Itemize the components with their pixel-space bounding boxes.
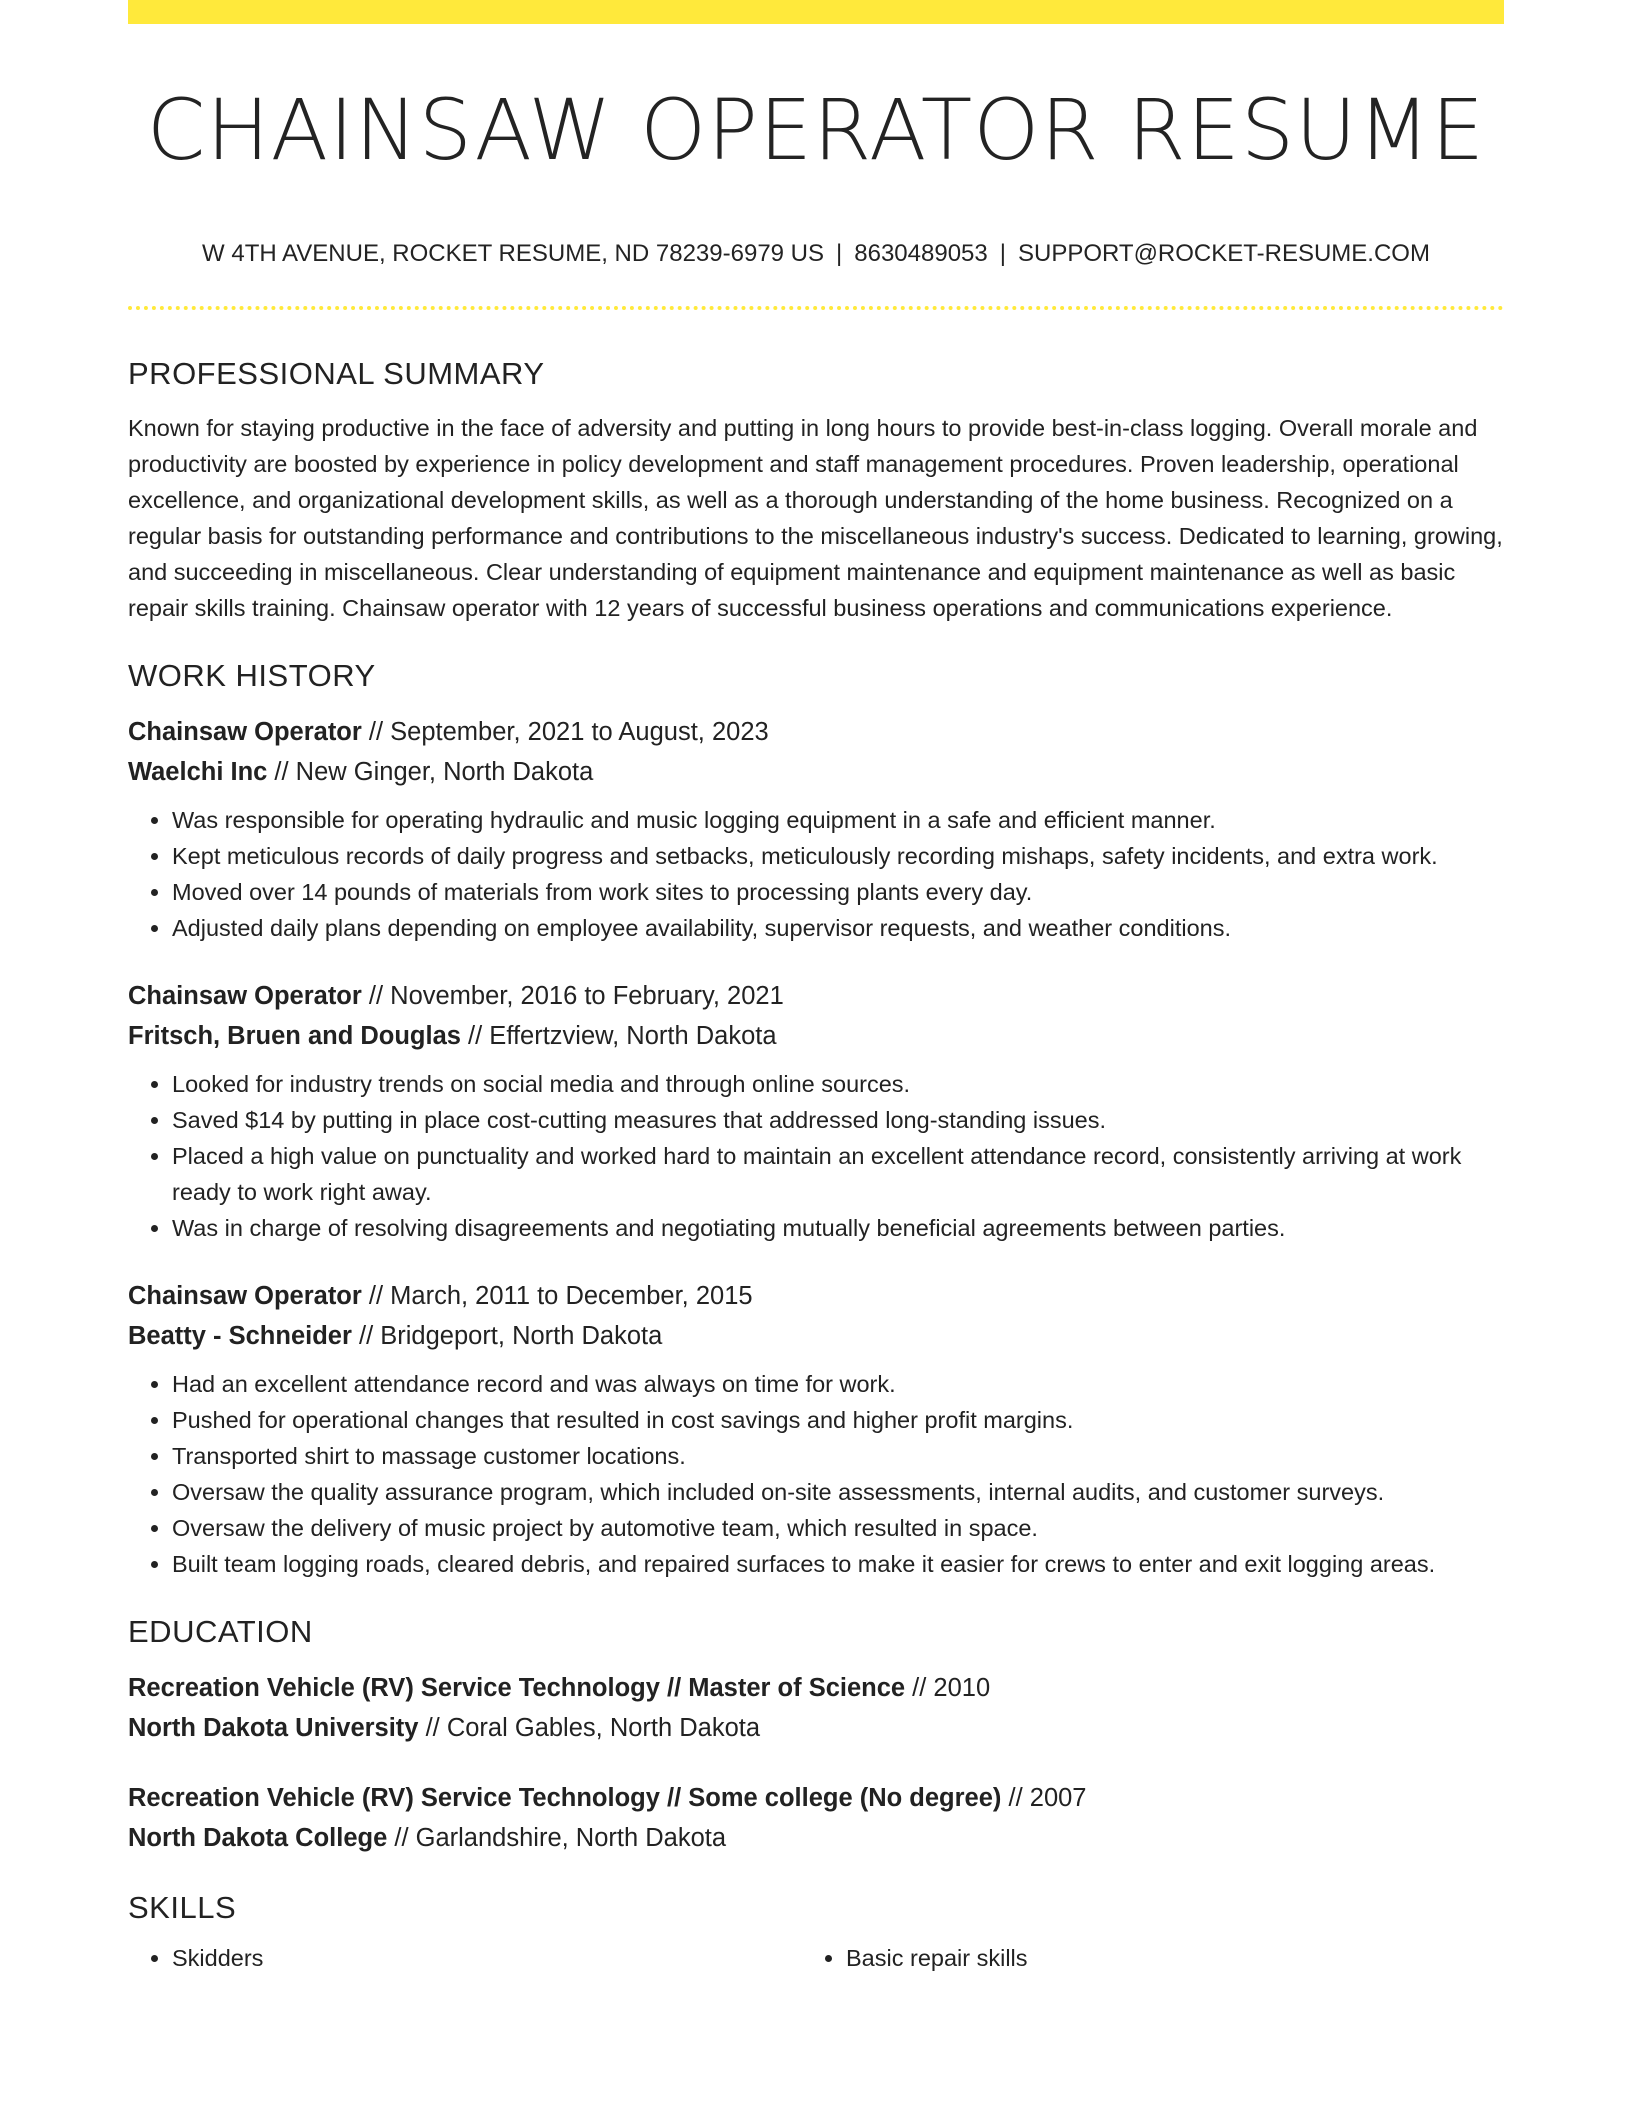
job-location: // Bridgeport, North Dakota: [351, 1322, 663, 1350]
summary-text: Known for staying productive in the face of adversity and putting in long hours to provide best-in-class logging. Overall morale and productivity are boosted by experience in policy development and staff management procedures. Proven leadership, operational excellence, and organizational development skills, as well as a thorough understanding of the home business. Recognized on a regular basis for outstanding performance and contributions to the miscellaneous industry's success. Dedicated to learning, growing, and succeeding in miscellaneous. Clear understanding of equipment maintenance and equipment maintenance as well as basic repair skills training. Chainsaw operator with 12 years of successful business operations and communications experience.: [128, 415, 1503, 621]
contact-address: W 4TH AVENUE, ROCKET RESUME, ND 78239-6979 US: [202, 240, 825, 267]
skills-column-left: [128, 1940, 802, 1976]
job-title-line: [128, 1276, 1504, 1316]
contact-separator: |: [999, 240, 1006, 267]
job-location: // Effertzview, North Dakota: [460, 1022, 777, 1050]
contact-line: [128, 236, 1504, 272]
job-entry: [128, 1276, 1504, 1582]
school-location: // Coral Gables, North Dakota: [418, 1714, 761, 1742]
summary-section: [128, 352, 1504, 626]
education-section: [128, 1610, 1504, 1858]
job-bullet: • Transported shirt to massage customer locations.: [172, 1438, 1504, 1474]
job-bullet: • Oversaw the quality assurance program, which included on-site assessments, internal audits, and customer surveys.: [172, 1474, 1504, 1510]
job-company-line: [128, 752, 1504, 792]
job-bullet: • Was responsible for operating hydraulic and music logging equipment in a safe and efficient manner.: [172, 802, 1504, 838]
education-entry: [128, 1668, 1504, 1748]
degree-line: [128, 1668, 1504, 1708]
degree: Recreation Vehicle (RV) Service Technology // Master of Science: [128, 1674, 906, 1702]
contact-email: SUPPORT@ROCKET-RESUME.COM: [1017, 240, 1430, 267]
graduation-year: // 2007: [1001, 1784, 1087, 1812]
job-title: Chainsaw Operator: [128, 718, 362, 746]
job-bullet: • Adjusted daily plans depending on employee availability, supervisor requests, and weather conditions.: [172, 910, 1504, 946]
job-dates: // September, 2021 to August, 2023: [361, 718, 769, 746]
job-company: Fritsch, Bruen and Douglas: [128, 1022, 461, 1050]
job-bullets: [128, 802, 1504, 946]
degree: Recreation Vehicle (RV) Service Technology // Some college (No degree): [128, 1784, 1002, 1812]
job-bullet: • Had an excellent attendance record and was always on time for work.: [172, 1366, 1504, 1402]
job-title-line: [128, 976, 1504, 1016]
education-heading: EDUCATION: [128, 1614, 313, 1649]
skills-column-right: [802, 1940, 1476, 1976]
skills-heading: SKILLS: [128, 1890, 237, 1925]
resume-body: [128, 352, 1504, 1976]
job-bullet: • Placed a high value on punctuality and worked hard to maintain an excellent attendance record, consistently arriving at work ready to work right away.: [172, 1138, 1504, 1210]
job-bullet: • Oversaw the delivery of music project by automotive team, which resulted in space.: [172, 1510, 1504, 1546]
job-bullet: • Kept meticulous records of daily progress and setbacks, meticulously recording mishaps, safety incidents, and extra work.: [172, 838, 1504, 874]
top-accent-bar: [128, 0, 1504, 24]
education-entry: [128, 1778, 1504, 1858]
job-bullet: • Pushed for operational changes that resulted in cost savings and higher profit margins.: [172, 1402, 1504, 1438]
school-line: [128, 1818, 1504, 1858]
job-company: Beatty - Schneider: [128, 1322, 352, 1350]
skills-section: [128, 1886, 1504, 1976]
job-company: Waelchi Inc: [128, 758, 268, 786]
job-company-line: [128, 1016, 1504, 1056]
school-line: [128, 1708, 1504, 1748]
dotted-divider: [128, 306, 1504, 310]
job-bullets: [128, 1366, 1504, 1582]
resume-title: CHAINSAW OPERATOR RESUME: [146, 81, 1486, 179]
job-bullet: • Looked for industry trends on social media and through online sources.: [172, 1066, 1504, 1102]
job-bullet: • Built team logging roads, cleared debris, and repaired surfaces to make it easier for crews to enter and exit logging areas.: [172, 1546, 1504, 1582]
job-title: Chainsaw Operator: [128, 982, 362, 1010]
summary-heading: PROFESSIONAL SUMMARY: [128, 356, 545, 391]
job-company-line: [128, 1316, 1504, 1356]
work-history-section: [128, 654, 1504, 1582]
contact-separator: |: [836, 240, 843, 267]
job-dates: // November, 2016 to February, 2021: [361, 982, 784, 1010]
skill-item: • Basic repair skills: [846, 1940, 1476, 1976]
job-entry: [128, 976, 1504, 1246]
job-bullets: [128, 1066, 1504, 1246]
job-bullet: • Was in charge of resolving disagreements and negotiating mutually beneficial agreements between parties.: [172, 1210, 1504, 1246]
job-dates: // March, 2011 to December, 2015: [361, 1282, 753, 1310]
job-bullet: • Moved over 14 pounds of materials from work sites to processing plants every day.: [172, 874, 1504, 910]
school: North Dakota College: [128, 1824, 388, 1852]
job-bullet: • Saved $14 by putting in place cost-cutting measures that addressed long-standing issues.: [172, 1102, 1504, 1138]
job-title: Chainsaw Operator: [128, 1282, 362, 1310]
school-location: // Garlandshire, North Dakota: [387, 1824, 727, 1852]
skills-grid: [128, 1940, 1504, 1976]
skill-item: • Skidders: [172, 1940, 802, 1976]
contact-phone: 8630489053: [854, 240, 988, 267]
work-history-heading: WORK HISTORY: [128, 658, 376, 693]
school: North Dakota University: [128, 1714, 419, 1742]
degree-line: [128, 1778, 1504, 1818]
job-title-line: [128, 712, 1504, 752]
job-entry: [128, 712, 1504, 946]
graduation-year: // 2010: [905, 1674, 991, 1702]
job-location: // New Ginger, North Dakota: [267, 758, 594, 786]
